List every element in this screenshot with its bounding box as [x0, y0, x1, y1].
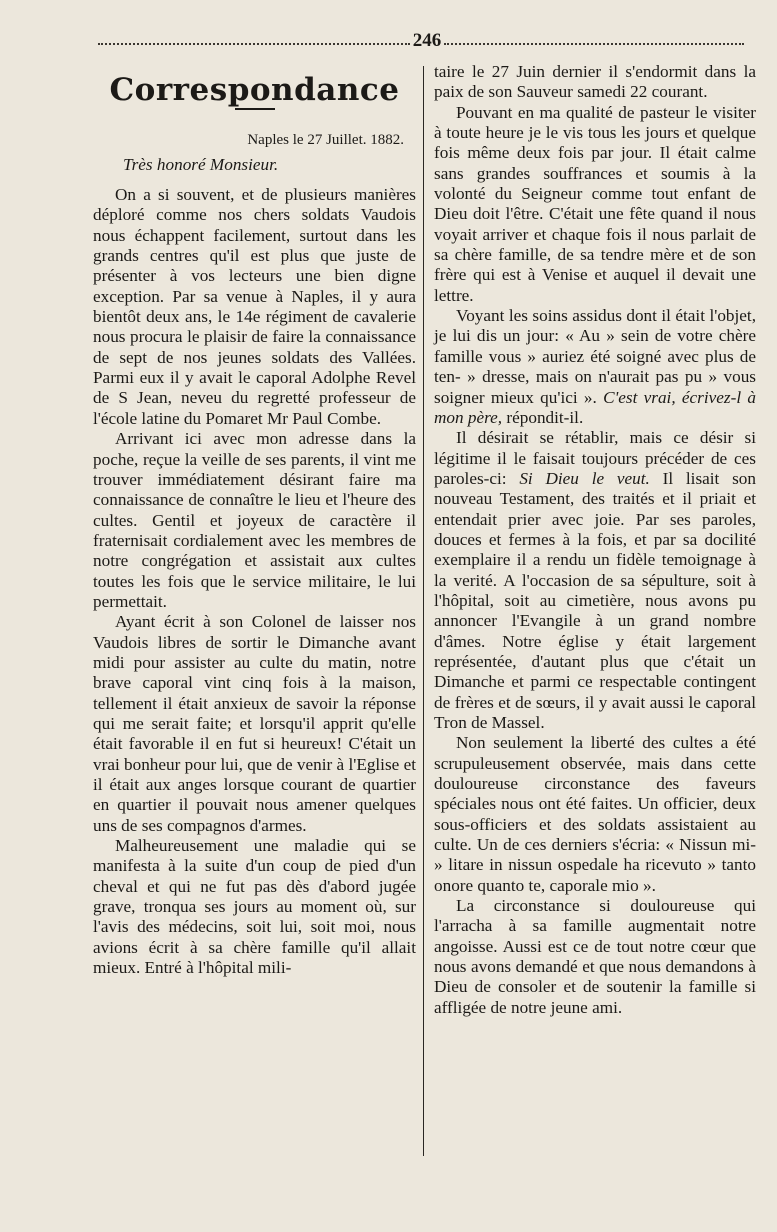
dateline: Naples le 27 Juillet. 1882. [247, 132, 404, 149]
paragraph-text: Il désirait se rétablir, mais ce désir si légitime il le faisait toujours précéder de ces paroles-ci: [434, 428, 756, 488]
header-rule-left [98, 43, 410, 45]
paragraph: Non seulement la liberté des cultes a été scrupuleusement observée, mais dans cette douloureuse circonstance des faveurs spéciales nous ont été faites. Un officier, deux sous-officiers et des soldats assistaient au culte. Un de ces derniers s'écria: « Nissun mi- » litare in nissun ospedale ha ricevuto » tanto onore quanto te, caporale mio ». [434, 733, 756, 895]
paragraph: Malheureusement une maladie qui se manifesta à la suite d'un coup de pied d'un cheval et qui ne fut pas dès d'abord jugée grave, tronqua ses jours au moment où, sur l'avis des médecins, soit lui, soit moi, nous avions écrit à sa chère famille qu'il allait mieux. Entré à l'hôpital mili- [93, 836, 416, 978]
paragraph: On a si souvent, et de plusieurs manières déploré comme nos chers soldats Vaudois nous échappent facilement, surtout dans les grands centres qu'il est plus que juste de présenter à vos lecteurs une bien digne exception. Par sa venue à Naples, il y aura bientôt deux ans, le 14e régiment de cavalerie nous procura le plaisir de faire la connaissance de sept de nos jeunes soldats des Vallées. Parmi eux il y avait le caporal Adolphe Revel de S Jean, neveu du regretté professeur de l'école latine du Pomaret Mr Paul Combe. [93, 185, 416, 428]
paragraph-text: Voyant les soins assidus dont il était l'objet, je lui dis un jour: « Au » sein de votre chère famille vous » auriez été soigné avec plus de ten- » dresse, mais on n'aurait pas pu » vous soigner mieux qu'ici ». [434, 306, 756, 407]
column-divider [423, 66, 424, 1156]
right-column [434, 62, 756, 1018]
paragraph [434, 428, 756, 733]
paragraph-text: Il lisait son nouveau Testament, des traités et il priait et entendait prier avec joie. Par ses paroles, douces et fermes à la fois, et par sa docilité exemplaire il a rendu un fidèle temoignage à la verité. A l'occasion de sa sépulture, soit à l'hôpital, soit au cimetière, nous avons pu annoncer l'Evangile à un grand nombre d'âmes. Notre église y était largement représentée, d'autant plus que c'était un Dimanche et parmi ce respectable contingent de frères et de sœurs, il y avait aussi le caporal Tron de Massel. [434, 468, 756, 732]
left-column [93, 72, 416, 978]
section-title: Correspondance [109, 72, 400, 108]
paragraph-text: répondit-il. [502, 407, 584, 427]
paragraph: Arrivant ici avec mon adresse dans la poche, reçue la veille de ses parents, il vint me trouver immédiatement désirant faire ma connaissance de connaître le lieu et l'heure des cultes. Gentil et joyeux de caractère il fraternisait cordialement avec les membres de notre congrégation et assistait aux cultes toutes les fois que le service militaire, le lui permettait. [93, 429, 416, 611]
paragraph-continuation: taire le 27 Juin dernier il s'endormit dans la paix de son Sauveur samedi 22 courant. [434, 62, 756, 102]
paragraph: Pouvant en ma qualité de pasteur le visiter à toute heure je le vis tous les jours et quelque fois même deux fois par jour. Il était calme sans grandes souffrances et soumis à la volonté du Seigneur comme tout enfant de Dieu doit l'être. C'était une fête quand il nous voyait arriver et chaque fois il nous parlait de sa chère famille, de sa tendre mère et de son frère qui est à Venise et auquel il devait une lettre. [434, 102, 756, 305]
italic-quote: Si Dieu le veut. [519, 468, 650, 488]
header-rule-right [444, 43, 744, 45]
title-rule [235, 108, 275, 110]
paragraph: La circonstance si douloureuse qui l'arracha à sa famille augmentait notre angoisse. Aussi est ce de tout notre cœur que nous avons demandé et que nous demandons à Dieu de consoler et de soutenir la famille si affligée de notre jeune ami. [434, 896, 756, 1017]
paragraph: Ayant écrit à son Colonel de laisser nos Vaudois libres de sortir le Dimanche avant midi pour assister au culte du matin, notre brave caporal vint cinq fois à la maison, tellement il était anxieux de savoir la réponse qui me serait faite; et lorsqu'il apprit qu'elle était favorable il en fut si heureux! C'était un vrai bonheur pour lui, que de venir à l'Eglise et il était aux anges lorsque courant de quartier en quartier il pouvait nous amener quelques uns de ses compagnos d'armes. [93, 612, 416, 835]
page-number: 246 [410, 30, 444, 52]
italic-quote: C'est vrai, écrivez-l à mon père, [434, 387, 756, 427]
salutation: Très honoré Monsieur. [123, 154, 279, 174]
paragraph [434, 306, 756, 428]
